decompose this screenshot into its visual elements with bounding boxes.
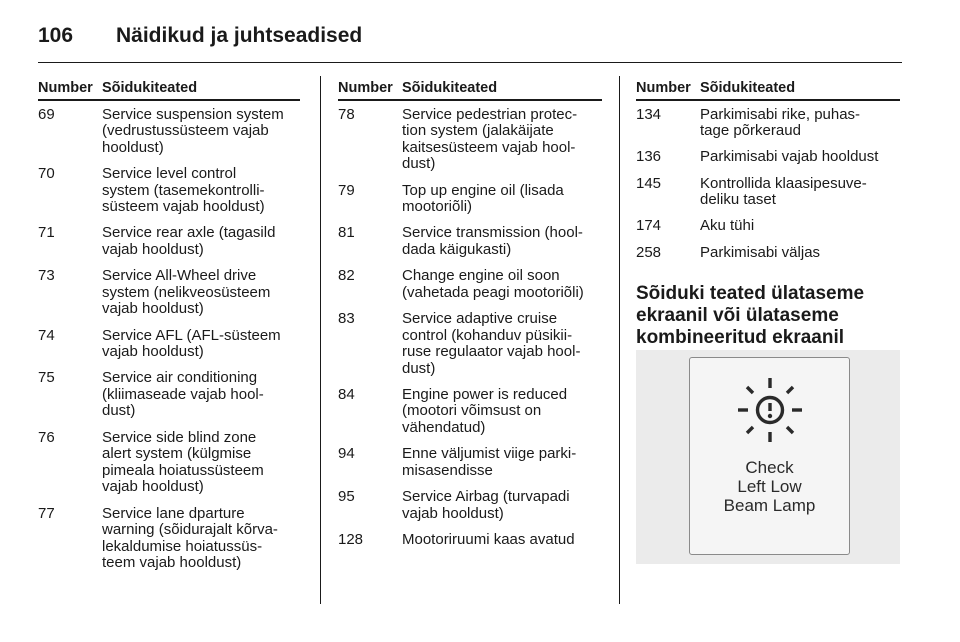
display-illustration (636, 350, 900, 564)
message-text: Top up engine oil (lisada mootoriõli) (402, 181, 564, 216)
message-number: 73 (38, 267, 55, 285)
table-row (338, 107, 602, 173)
lamp-warning-icon (734, 376, 806, 444)
message-text: Change engine oil soon (vahetada peagi mootoriõli) (402, 267, 584, 301)
message-text: Aku tühi (700, 217, 755, 235)
message-text: Service AFL (AFL-süsteem vajab hooldust) (102, 326, 281, 361)
message-number: 134 (636, 105, 662, 123)
table-row (338, 268, 602, 301)
section-heading: Sõiduki teated ülataseme ekraanil või ülataseme kombineeritud ekraanil (636, 283, 865, 349)
table-row (38, 166, 300, 216)
message-text: Engine power is reduced (mootori võimsust on vähendatud) (402, 385, 568, 437)
message-text: Service rear axle (tagasild vajab hooldust) (102, 224, 276, 258)
display-screen (689, 357, 850, 555)
table-row (38, 506, 300, 572)
table-row (338, 225, 602, 258)
message-number: 94 (338, 445, 355, 463)
message-text: Mootoriruumi kaas avatud (402, 530, 575, 548)
message-number: 145 (636, 174, 662, 192)
table-row (636, 245, 900, 262)
message-column-header: Sõidukiteated (102, 80, 198, 96)
message-column-header: Sõidukiteated (402, 80, 498, 96)
message-text: Service suspension system (vedrustussüsteem vajab hooldust) (102, 105, 284, 156)
display-message-text: Check Left Low Beam Lamp (723, 458, 816, 515)
message-table-3 (636, 80, 900, 349)
message-number: 75 (38, 369, 55, 387)
page-number: 106 (38, 24, 74, 47)
table-row (338, 446, 602, 479)
message-text: Parkimisabi vajab hooldust (700, 148, 879, 166)
table-row (636, 107, 900, 140)
table-row (636, 149, 900, 166)
message-number: 83 (338, 309, 355, 327)
message-number: 69 (38, 105, 55, 123)
message-text: Service Airbag (turvapadi vajab hooldust) (402, 488, 570, 522)
message-number: 82 (338, 267, 355, 285)
message-number: 95 (338, 488, 355, 506)
message-number: 78 (338, 105, 355, 123)
message-text: Enne väljumist viige parki- misasendisse (402, 445, 577, 479)
table-row (38, 328, 300, 361)
table-row (338, 183, 602, 216)
table-row (338, 387, 602, 437)
message-text: Service air conditioning (kliimaseade vajab hool- dust) (102, 369, 264, 420)
number-column-header: Number (338, 80, 393, 96)
message-text: Service side blind zone alert system (külgmise pimeala hoiatussüsteem vajab hooldust) (102, 428, 264, 496)
message-table-1 (38, 80, 300, 582)
page-header (38, 16, 362, 56)
message-text: Service adaptive cruise control (kohanduv püsikii- ruse regulaator vajab hool- dust) (402, 309, 581, 377)
table-row (636, 218, 900, 235)
table-row (38, 430, 300, 496)
message-text: Service lane dparture warning (sõidurajalt kõrva- lekaldumise hoiatussüs- teem vajab hooldust) (102, 504, 278, 572)
header-divider (38, 62, 902, 63)
column-divider (619, 76, 620, 604)
message-number: 174 (636, 217, 662, 235)
table-row (338, 532, 602, 549)
table-header (636, 80, 900, 101)
message-text: Parkimisabi väljas (700, 243, 821, 261)
message-number: 70 (38, 164, 55, 182)
message-text: Kontrollida klaasipesuve- deliku taset (700, 174, 867, 209)
message-text: Service level control system (tasemekontrolli- süsteem vajab hooldust) (102, 164, 265, 216)
message-number: 258 (636, 243, 662, 261)
message-text: Service transmission (hool- dada käigukasti) (402, 224, 583, 258)
message-table-2 (338, 80, 602, 558)
message-number: 76 (38, 428, 55, 446)
table-header (38, 80, 300, 101)
table-row (636, 176, 900, 209)
number-column-header: Number (636, 80, 691, 96)
column-divider (320, 76, 321, 604)
message-number: 81 (338, 224, 355, 242)
message-number: 136 (636, 148, 662, 166)
number-column-header: Number (38, 80, 93, 96)
table-row (38, 268, 300, 318)
page-title: Näidikud ja juhtseadised (116, 24, 363, 47)
table-row (338, 489, 602, 522)
table-row (38, 107, 300, 157)
message-number: 71 (38, 224, 55, 242)
table-row (38, 370, 300, 420)
message-number: 84 (338, 385, 355, 403)
table-row (38, 225, 300, 258)
message-number: 74 (38, 326, 55, 344)
message-number: 128 (338, 530, 364, 548)
message-column-header: Sõidukiteated (700, 80, 796, 96)
table-row (338, 311, 602, 377)
message-text: Service pedestrian protec- tion system (jalakäijate kaitsesüsteem vajab hool- dust) (402, 105, 578, 173)
message-number: 77 (38, 504, 55, 522)
message-number: 79 (338, 181, 355, 199)
message-text: Parkimisabi rike, puhas- tage põrkeraud (700, 105, 861, 140)
table-header (338, 80, 602, 101)
message-text: Service All-Wheel drive system (nelikveosüsteem vajab hooldust) (102, 267, 271, 318)
